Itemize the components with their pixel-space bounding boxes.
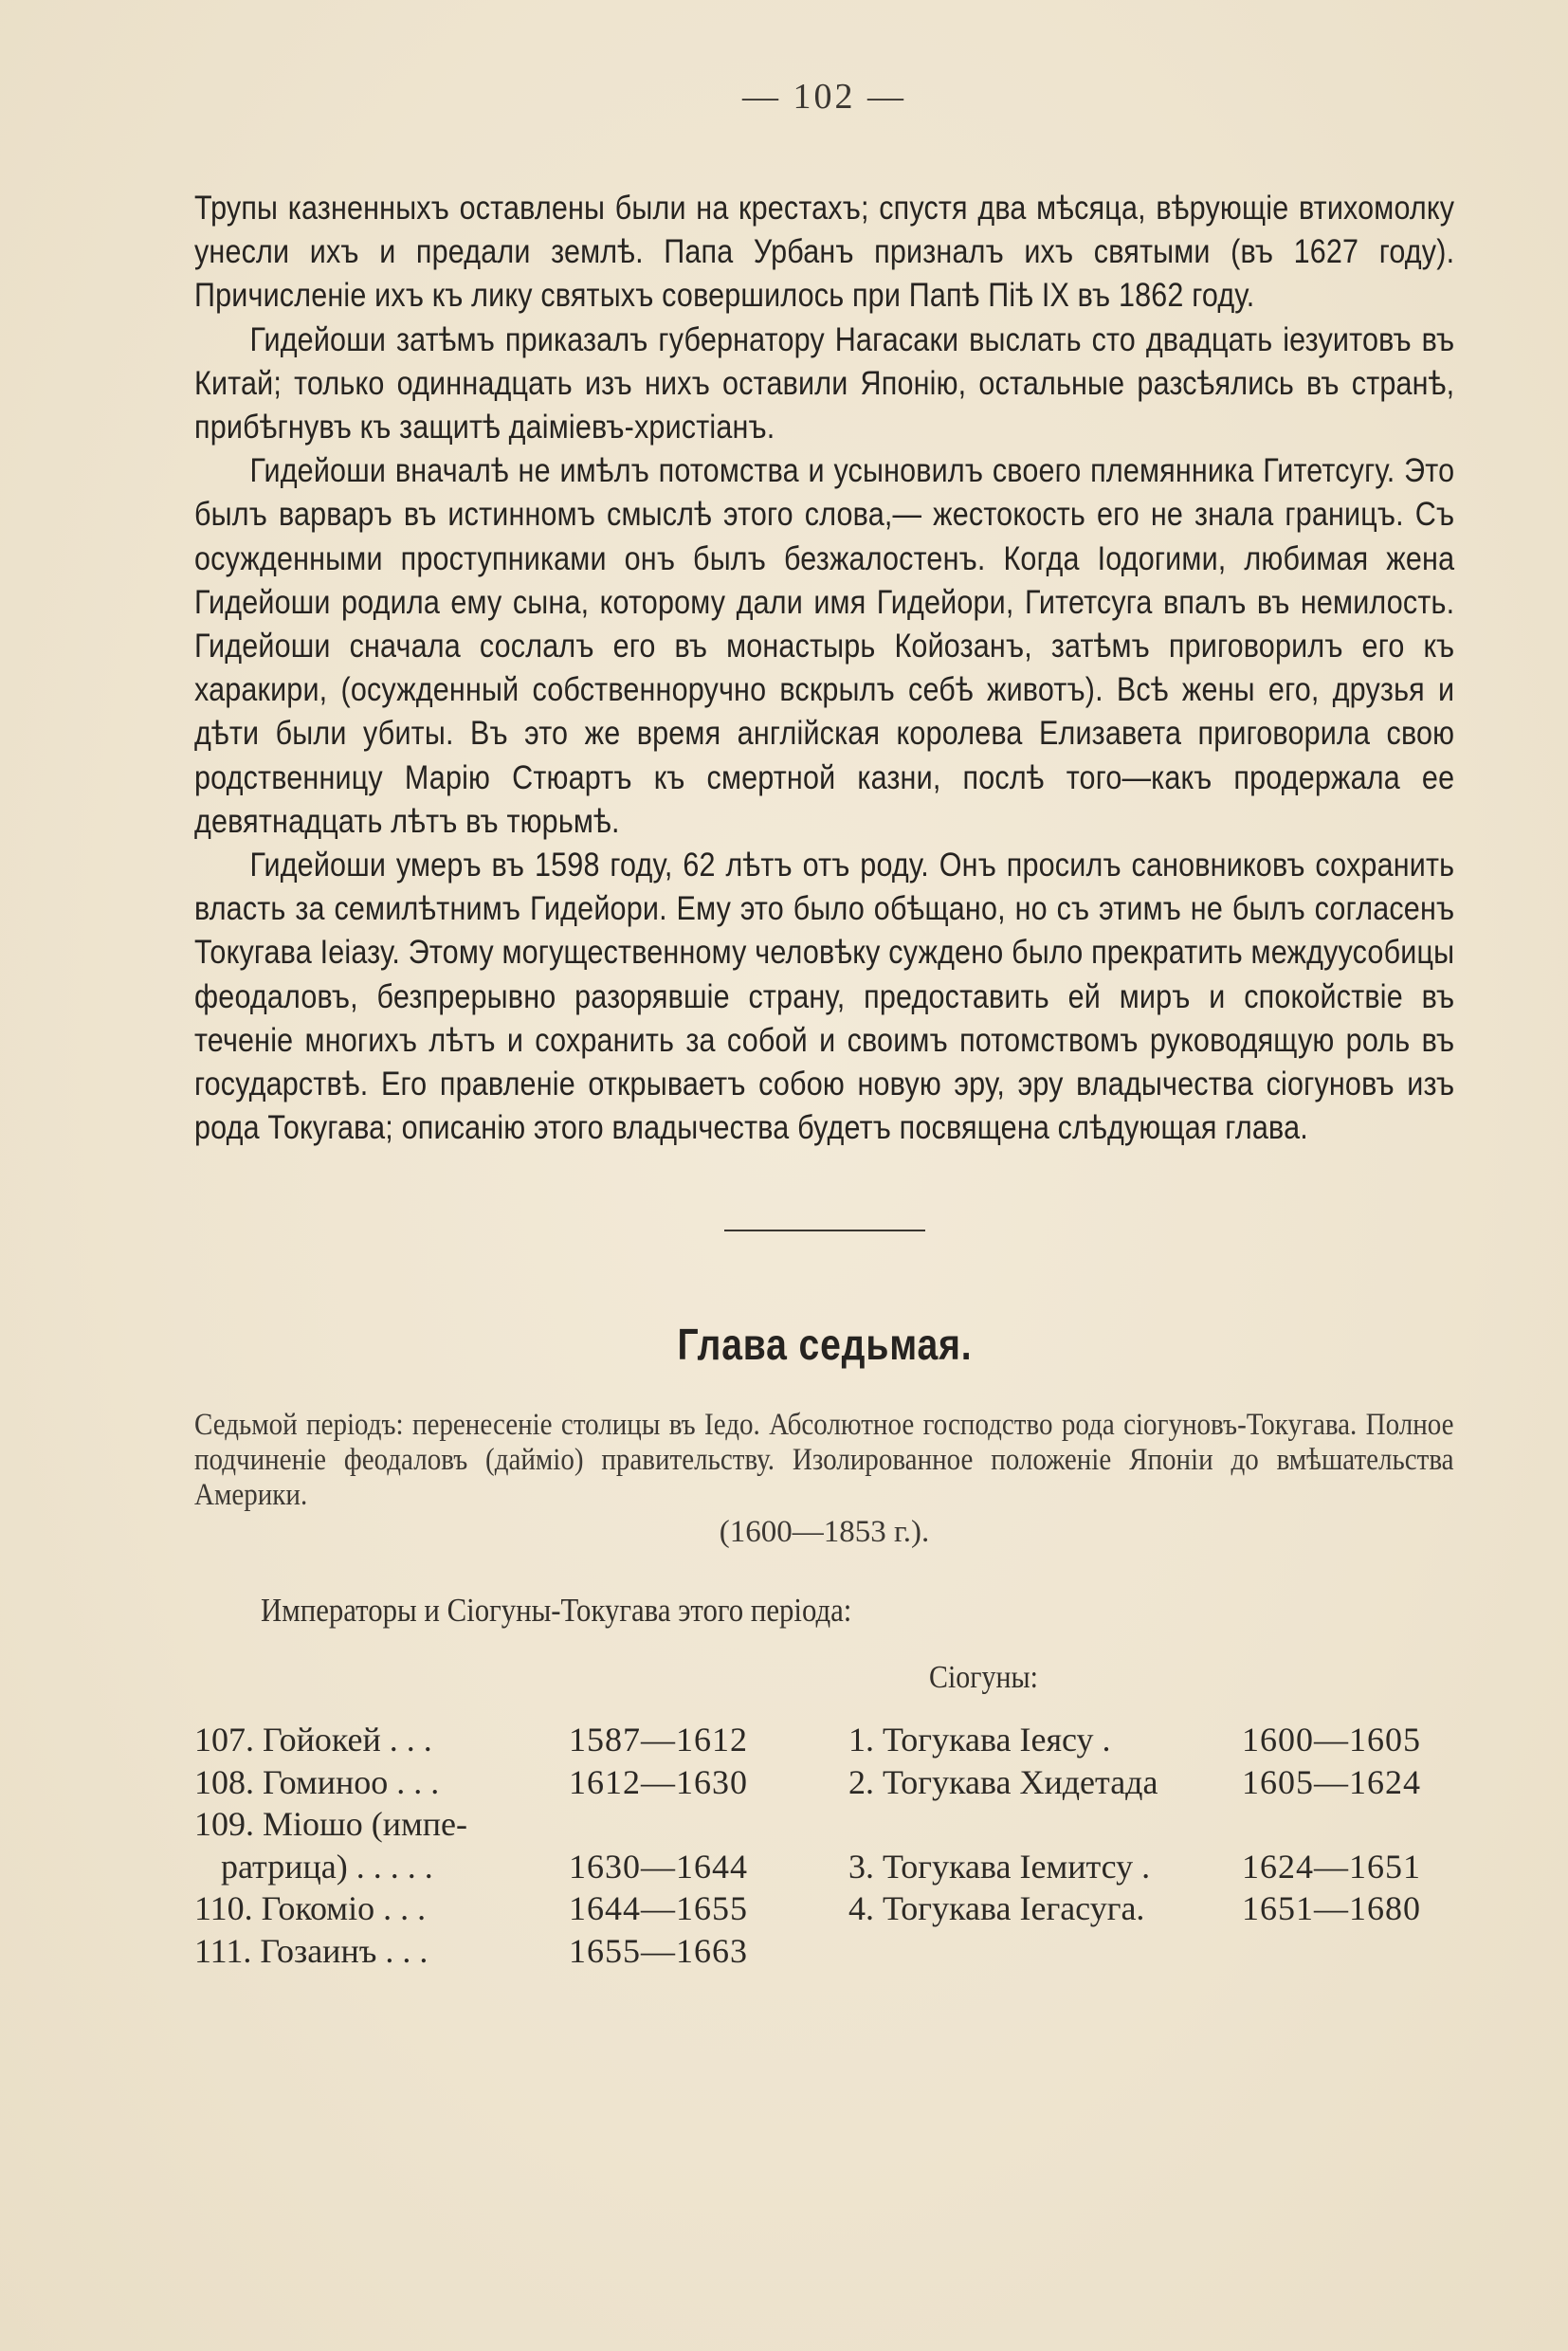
- shogun-row: 3. Тогукава Іемитсу . 1624—1651: [848, 1847, 1421, 1886]
- emperor-row: 111. Гозаинъ . . . 1655—1663: [194, 1931, 748, 1970]
- shogun-row: 1. Тогукава Іеясу . 1600—1605: [848, 1721, 1421, 1759]
- emperor-row: 108. Гоминоо . . . 1612—1630: [194, 1762, 748, 1801]
- paragraph-2: Гидейоши затѣмъ приказалъ губернатору Нагасаки выслать сто двадцать іезуитовъ въ Китай; только одиннадцать изъ нихъ оставили Японію, остальные разсѣялись въ странѣ, прибѣгнувъ къ защитѣ даіміевъ-христіанъ.: [194, 319, 1455, 447]
- paragraph-3: Гидейоши вначалѣ не имѣлъ потомства и усыновилъ своего племянника Гитетсугу. Это былъ варваръ въ истинномъ смыслѣ этого слова,— жестокость его не знала границъ. Съ осужденными проступниками онъ былъ безжалостенъ. Когда Іодогими, любимая жена Гидейоши родила ему сына, которому дали имя Гидейори, Гитетсуга впалъ въ немилость. Гидейоши сначала сослалъ его въ монастырь Койозанъ, затѣмъ приговорилъ его къ харакири, (осужденный собственноручно вскрылъ себѣ животъ). Всѣ жены его, друзья и дѣти были убиты. Въ это же время англійская королева Елизавета приговорила свою родственницу Марію Стюартъ къ смертной казни, послѣ того—какъ продержала ее девятнадцать лѣтъ въ тюрьмѣ.: [194, 451, 1455, 840]
- paragraph-4: Гидейоши умеръ въ 1598 году, 62 лѣтъ отъ роду. Онъ просилъ сановниковъ сохранить власть за семилѣтнимъ Гидейори. Ему это было обѣщано, но съ этимъ не былъ согласенъ Токугава Іеiазу. Этому могущественному человѣку суждено было прекратить междуусобицы феодаловъ, безпрерывно разорявшіе страну, предоставить ей миръ и спокойствіе въ теченіе многихъ лѣтъ и сохранить за собой и своимъ потомствомъ руководящую роль въ государствѣ. Его правленіе открываетъ собою новую эру, эру владычества сіогуновъ изъ рода Токугава; описанію этого владычества будетъ посвящена слѣдующая глава.: [194, 846, 1455, 1147]
- shogun-row: 4. Тогукава Іегасуга. 1651—1680: [848, 1889, 1421, 1928]
- emperors-column: [194, 1719, 820, 1972]
- page-number: — 102 —: [742, 77, 906, 117]
- emperor-row: ратрица) . . . . . 1630—1644: [221, 1847, 748, 1886]
- body-text: [194, 186, 1454, 1149]
- section-divider: [724, 1230, 925, 1231]
- chapter-title: Глава седьмая.: [676, 1320, 973, 1370]
- emperor-row: 109. Міошо (импе-: [194, 1805, 467, 1844]
- shoguns-heading: Сіогуны:: [929, 1660, 1038, 1696]
- summary-years: (1600—1853 г.).: [719, 1515, 930, 1550]
- rulers-heading: Императоры и Сіогуны-Токугава этого періода:: [261, 1592, 852, 1630]
- shogun-row: 2. Тогукава Хидетада 1605—1624: [848, 1762, 1421, 1801]
- chapter-summary: [194, 1408, 1454, 1550]
- emperor-row: 110. Гокоміо . . . 1644—1655: [194, 1889, 748, 1928]
- emperor-row: 107. Гойокей . . . 1587—1612: [194, 1721, 748, 1759]
- summary-text: Седьмой періодъ: перенесеніе столицы въ Іедо. Абсолютное господство рода сіогуновъ-Токугава. Полное подчиненіе феодаловъ (даймiо) правительству. Изолированное положеніе Японіи до вмѣшательства Америки.: [194, 1408, 1454, 1513]
- rulers-list: [194, 1719, 1454, 2022]
- paragraph-1: Трупы казненныхъ оставлены были на крестахъ; спустя два мѣсяца, вѣрующіе втихомолку унесли ихъ и предали землѣ. Папа Урбанъ призналъ ихъ святыми (въ 1627 году). Причисленіе ихъ къ лику святыхъ совершилось при Папѣ Піѣ IX въ 1862 году.: [194, 189, 1455, 315]
- shoguns-column: [848, 1719, 1465, 1930]
